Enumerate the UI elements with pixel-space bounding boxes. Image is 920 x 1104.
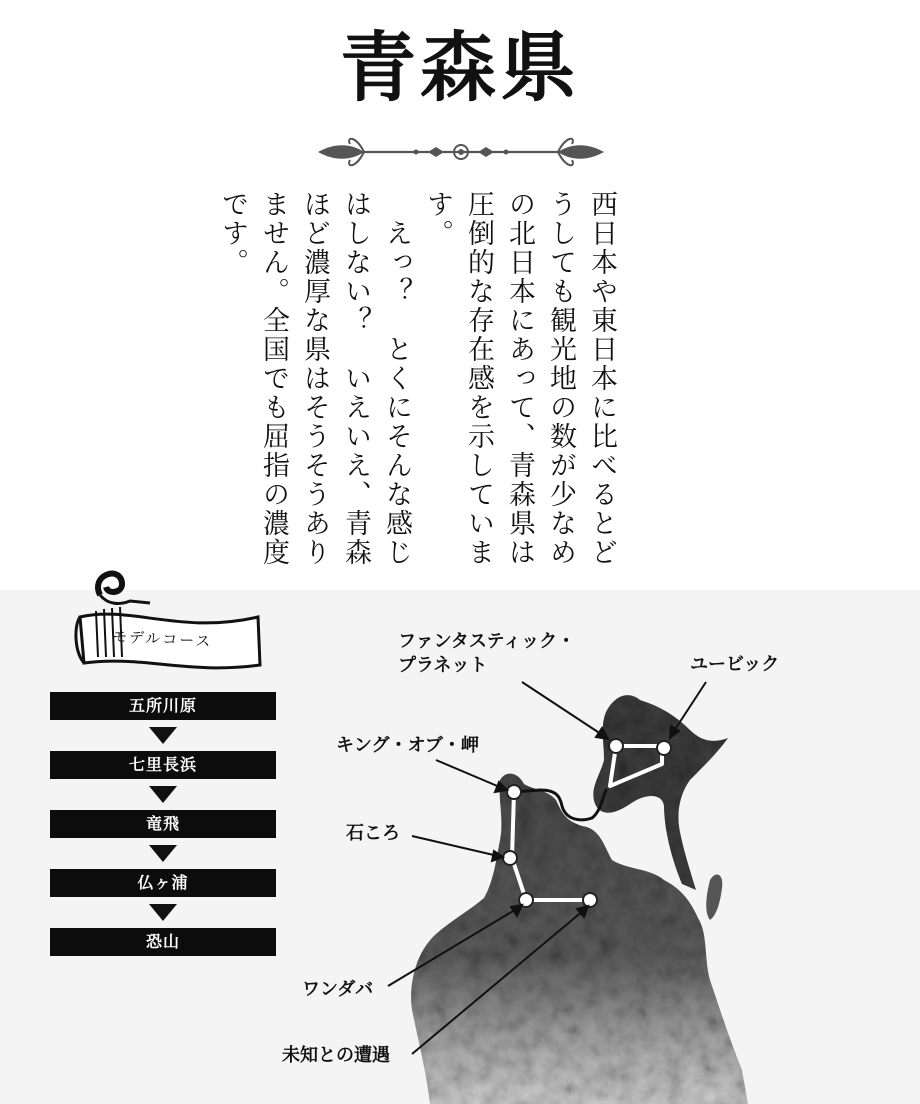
- label-king-of-cape: キング・オブ・岬: [336, 735, 479, 756]
- map-land-shimokita: [593, 695, 728, 890]
- page-title: 青森県: [340, 23, 580, 112]
- label-ubick: ユービック: [690, 654, 780, 675]
- course-step-2: 七里長浜: [50, 751, 276, 779]
- label-fantastic-line1: ファンタスティック・: [398, 631, 576, 652]
- point-king: [507, 785, 521, 799]
- point-fantastic: [609, 739, 623, 753]
- course-step-1: 五所川原: [50, 692, 276, 720]
- intro-text: [217, 190, 622, 570]
- label-michi: 未知との遭遇: [282, 1045, 390, 1066]
- course-step-5: 恐山: [50, 928, 276, 956]
- intro-paragraph-2: えっ？ とくにそんな感じはしない？ いえいえ、青森ほど濃厚な県はそうそうありません。全国でも屈指の濃度です。: [217, 190, 412, 567]
- course-step-3: 竜飛: [50, 810, 276, 838]
- label-fantastic-planet: [398, 630, 575, 679]
- course-banner-label: モデルコース: [111, 627, 213, 651]
- point-michi: [583, 893, 597, 907]
- map-land-main: [411, 774, 748, 1104]
- label-ishikoro: 石ころ: [346, 823, 400, 844]
- label-wandaba: ワンダバ: [302, 979, 374, 1000]
- point-ubick: [657, 741, 671, 755]
- intro-paragraph-1: 西日本や東日本に比べるとどうしても観光地の数が少なめの北日本にあって、青森県は圧倒的な存在感を示しています。: [422, 190, 617, 567]
- point-ishikoro: [503, 851, 517, 865]
- course-step-4: 仏ヶ浦: [50, 869, 276, 897]
- map-land-islet: [706, 874, 722, 920]
- label-fantastic-line2: プラネット: [398, 655, 488, 677]
- ornament-divider-icon: [316, 132, 606, 172]
